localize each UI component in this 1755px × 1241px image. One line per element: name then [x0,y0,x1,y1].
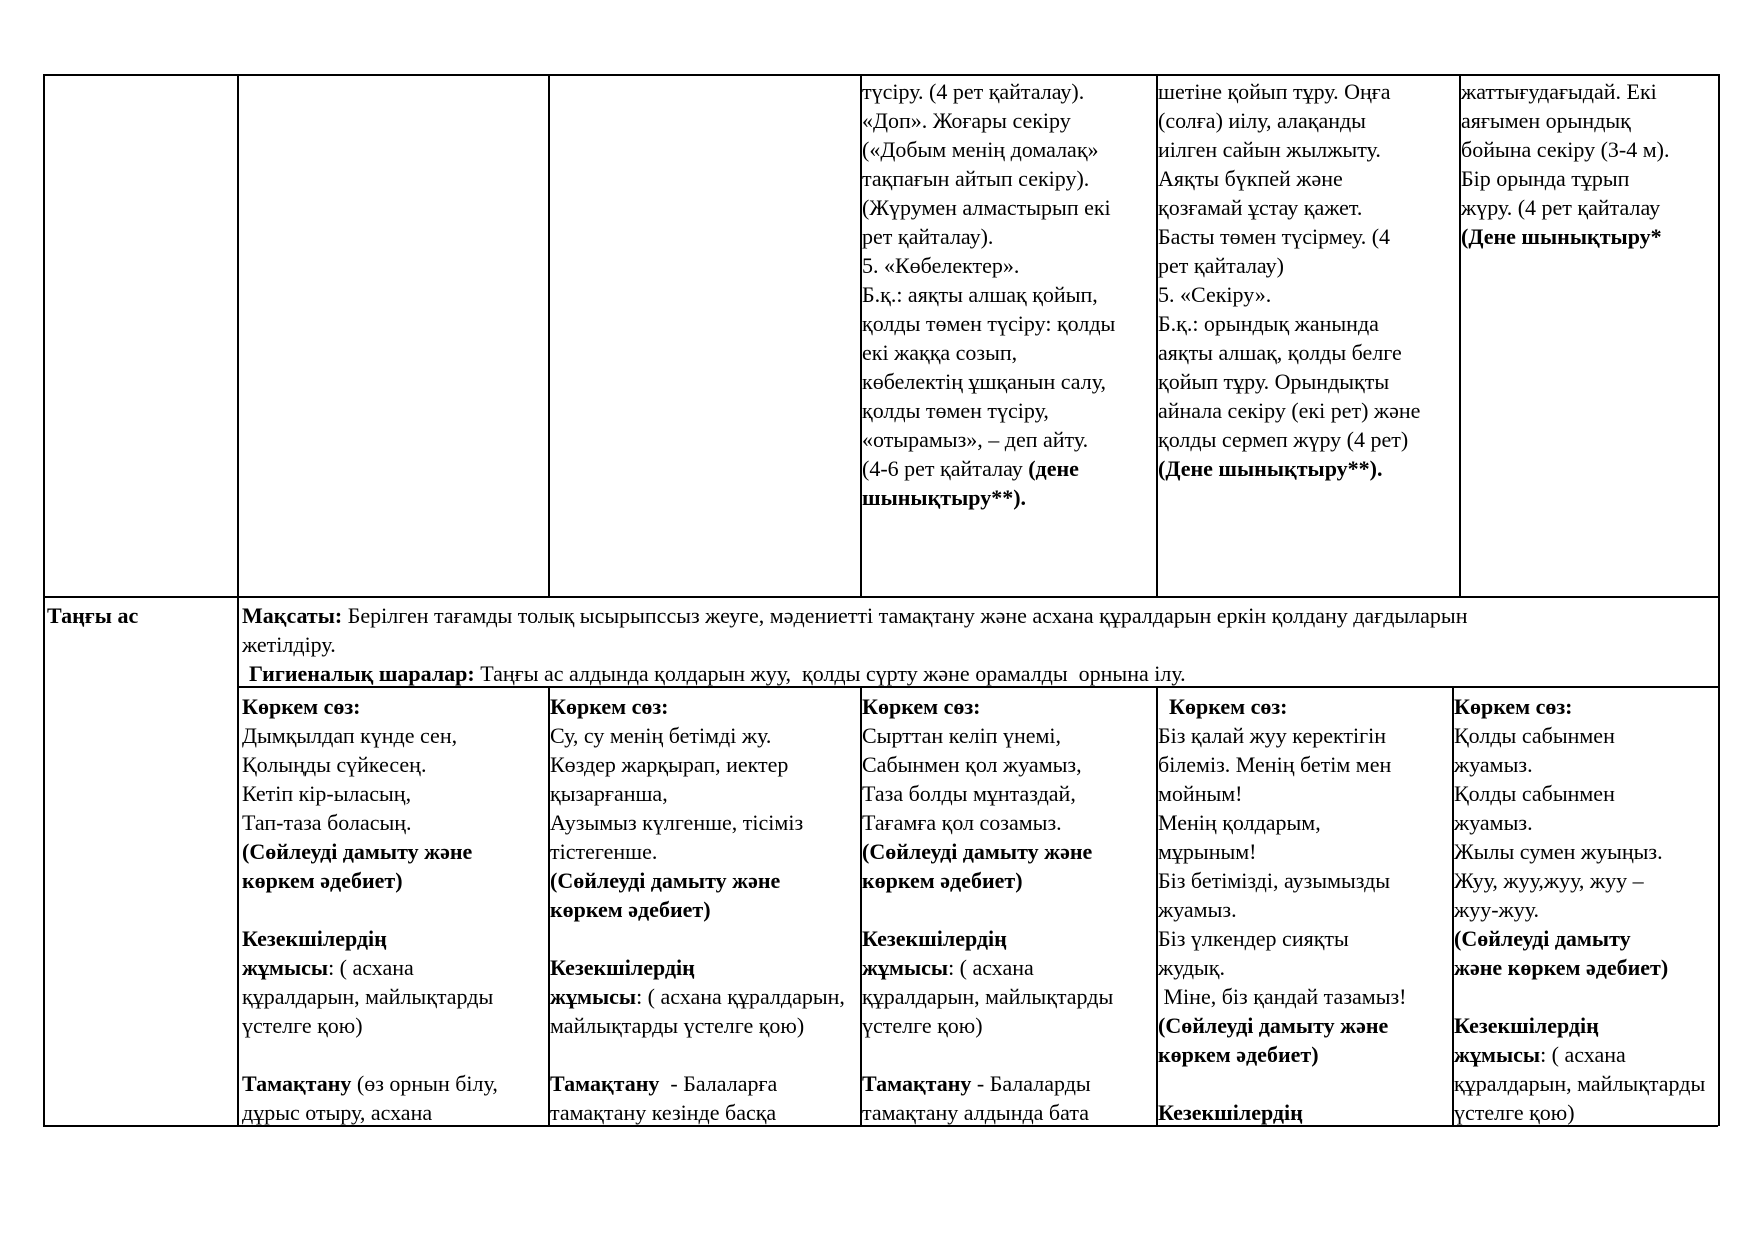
hygiene-text: Таңғы ас алдында қолдарын жуу, қолды сүрту және орамалды орнына ілу. [474,661,1186,686]
text-line [862,164,1156,193]
text-run: Тап-таза боласың. [242,810,412,835]
text-line [550,692,859,721]
bold-text-run: (дене [1028,456,1079,481]
text-run: «отырамыз», – деп айту. [862,427,1089,452]
text-run: Б.қ.: аяқты алшақ қойып, [862,282,1098,307]
text-run: бойына секіру (3-4 м). [1461,137,1670,162]
hygiene-label: Гигиеналық шаралар: [249,661,475,686]
text-line [242,1098,547,1127]
text-line [862,721,1155,750]
goal-text-2: жетілдіру. [242,632,336,657]
text-line [550,953,859,982]
table-border-right [1718,74,1720,1126]
text-line [1158,106,1458,135]
bold-text-run: (Сөйлеуді дамыту [1454,926,1631,951]
text-line [242,837,547,866]
text-run: (өз орнын білу, [351,1071,498,1096]
text-line [862,1069,1155,1098]
text-line [1158,750,1451,779]
text-run: құралдарын, майлықтарды [862,984,1114,1009]
text-line [1454,692,1717,721]
text-run: қолды сермеп жүру (4 рет) [1158,427,1409,452]
text-run: мойным! [1158,781,1243,806]
text-run: қолды төмен түсіру, [862,398,1049,423]
text-line [550,866,859,895]
text-line [1158,309,1458,338]
text-line [550,750,859,779]
text-line [1158,1011,1451,1040]
text-run: Су, су менің бетімді жу. [550,723,772,748]
text-run: құралдарын, майлықтарды [1454,1071,1706,1096]
text-run: иілген сайын жылжыту. [1158,137,1381,162]
text-run: (солға) иілу, алақанды [1158,108,1366,133]
bold-text-run: Кезекшілердің [1454,1013,1599,1038]
bold-text-run: Көркем сөз: [1454,694,1573,719]
text-line [862,866,1155,895]
text-run: үстелге қою) [1454,1100,1575,1125]
bold-text-run: (Сөйлеуді дамыту және [242,839,473,864]
text-run: тамақтану кезінде басқа [550,1100,777,1125]
row-label-breakfast [47,601,138,630]
text-run: қойып тұру. Орындықты [1158,369,1390,394]
text-line [242,982,547,1011]
text-run: Тағамға қол созамыз. [862,810,1062,835]
table-border-left [43,74,45,1126]
text-run: қозғамай ұстау қажет. [1158,195,1363,220]
text-line [1454,1040,1717,1069]
text-run: Біз үлкендер сияқты [1158,926,1349,951]
text-line [862,425,1156,454]
blank-line [1454,982,1717,1011]
text-run: қолды төмен түсіру: қолды [862,311,1116,336]
text-line [862,808,1155,837]
text-run: жудық. [1158,955,1225,980]
text-line [242,924,547,953]
text-line [862,837,1155,866]
text-run: майлықтарды үстелге қою) [550,1013,805,1038]
text-line [1158,1040,1451,1069]
text-run: Қолыңды сүйкесең. [242,752,427,777]
blank-line [862,1040,1155,1069]
text-run: айнала секіру (екі рет) және [1158,398,1421,423]
text-line [862,483,1156,512]
text-run: Біз бетімізді, аузымызды [1158,868,1391,893]
text-line [1454,953,1717,982]
text-run: Б.қ.: орындық жанында [1158,311,1379,336]
text-line [862,251,1156,280]
text-run: Сырттан келіп үнемі, [862,723,1062,748]
bold-text-run: Тамақтану [242,1071,352,1096]
text-line [1158,425,1458,454]
text-line [862,750,1155,779]
text-run: : ( асхана құралдарын, [636,984,845,1009]
text-run: 5. «Секіру». [1158,282,1272,307]
text-line [862,454,1156,483]
breakfast-cell-4 [1158,692,1451,1127]
exercise-cell-col4 [862,77,1156,512]
text-run: аяғымен орындық [1461,108,1631,133]
text-run: («Добым менің домалақ» [862,137,1099,162]
text-run: қызарғанша, [550,781,668,806]
bold-text-run: көркем әдебиет) [242,868,403,893]
bold-text-run: Тамақтану [862,1071,972,1096]
goal-line [242,601,1467,630]
bold-text-run: және көркем әдебиет) [1454,955,1669,980]
text-line [1158,924,1451,953]
text-run: Біз қалай жуу керектігін [1158,723,1387,748]
text-line [242,953,547,982]
text-run: үстелге қою) [862,1013,983,1038]
text-line [862,692,1155,721]
text-line [1454,895,1717,924]
text-run: (4-6 рет қайталау [862,456,1029,481]
text-run: Қолды сабынмен [1454,781,1615,806]
text-run: Дымқылдап күнде сен, [242,723,458,748]
text-line [1158,367,1458,396]
text-line [1158,866,1451,895]
text-run: Менің қолдарым, [1158,810,1321,835]
text-line [1158,396,1458,425]
text-line [550,721,859,750]
text-run: Басты төмен түсірмеу. (4 [1158,224,1391,249]
text-line [862,135,1156,164]
text-run: жаттығудағыдай. Екі [1461,79,1657,104]
bold-text-run: (Дене шынықтыру**). [1158,456,1383,481]
blank-line [1158,1069,1451,1098]
text-run: тақпағын айтып секіру). [862,166,1090,191]
text-line [862,367,1156,396]
text-run: үстелге қою) [242,1013,363,1038]
bold-text-run: Кезекшілердің [1158,1100,1303,1125]
text-line [1461,77,1717,106]
text-line [242,750,547,779]
text-line [1158,338,1458,367]
text-line [1454,750,1717,779]
blank-line [242,895,547,924]
text-line [1158,953,1451,982]
text-line [550,1069,859,1098]
text-run: : ( асхана [328,955,414,980]
text-run: құралдарын, майлықтарды [242,984,494,1009]
bold-text-run: жұмысы [550,984,637,1009]
text-line [862,924,1155,953]
text-run: Бір орында тұрып [1461,166,1630,191]
text-run: білеміз. Менің бетім мен [1158,752,1392,777]
text-run: рет қайталау) [1158,253,1284,278]
text-run: - Балаларды [971,1071,1091,1096]
text-run: Қолды сабынмен [1454,723,1615,748]
text-line [242,692,547,721]
text-line [1454,808,1717,837]
text-run: : ( асхана [1540,1042,1626,1067]
bold-text-run: көркем әдебиет) [550,897,711,922]
bold-text-run: көркем әдебиет) [862,868,1023,893]
text-line [1158,808,1451,837]
breakfast-cell-3 [862,692,1155,1127]
text-line [242,866,547,895]
text-line [1461,106,1717,135]
text-line [1158,164,1458,193]
text-run: жуу-жуу. [1454,897,1540,922]
text-run: (Жүрумен алмастырып екі [862,195,1111,220]
text-run: жуамыз. [1158,897,1237,922]
table-border-top [43,74,1718,76]
text-run: Таза болды мұнтаздай, [862,781,1076,806]
text-line [862,193,1156,222]
text-run: 5. «Көбелектер». [862,253,1020,278]
text-line [242,808,547,837]
text-run: Жуу, жуу,жуу, жуу – [1454,868,1644,893]
text-line [1454,721,1717,750]
text-run: дұрыс отыру, асхана [242,1100,433,1125]
breakfast-cell-2 [550,692,859,1127]
text-line [862,338,1156,367]
bold-text-run: жұмысы [242,955,329,980]
text-run: тамақтану алдында бата [862,1100,1089,1125]
bold-text-run: Көркем сөз: [862,694,981,719]
text-run: Міне, біз қандай тазамыз! [1158,984,1407,1009]
text-line [862,309,1156,338]
text-line [1454,924,1717,953]
text-run: Кетіп кір-ыласың, [242,781,412,806]
text-line [862,779,1155,808]
text-line [242,779,547,808]
text-line [550,837,859,866]
text-line [862,280,1156,309]
row-label-text: Таңғы ас [47,603,139,628]
text-line [862,106,1156,135]
text-run: Көздер жарқырап, иектер [550,752,789,777]
goal-line-2 [242,630,336,659]
bold-text-run: Көркем сөз: [550,694,669,719]
text-line [1158,454,1458,483]
table-col-divider-1 [237,74,239,1126]
text-line [1454,1069,1717,1098]
exercise-cell-col5 [1158,77,1458,483]
bold-text-run: (Сөйлеуді дамыту және [1158,1013,1389,1038]
text-line [1158,982,1451,1011]
text-run: Аяқты бүкпей және [1158,166,1343,191]
text-line [550,808,859,837]
text-line [862,982,1155,1011]
bold-text-run: жұмысы [862,955,949,980]
bold-text-run: Кезекшілердің [242,926,387,951]
text-run: мұрыным! [1158,839,1257,864]
text-line [862,222,1156,251]
text-line [1158,721,1451,750]
bold-text-run: Тамақтану [550,1071,660,1096]
text-run: аяқты алшақ, қолды белге [1158,340,1402,365]
exercise-cell-col6 [1461,77,1717,251]
text-line [1454,837,1717,866]
text-run: рет қайталау). [862,224,994,249]
text-line [1158,895,1451,924]
text-line [862,1011,1155,1040]
blank-line [550,1040,859,1069]
text-line [1158,1098,1451,1127]
bold-text-run: жұмысы [1454,1042,1541,1067]
text-run: Аузымыз күлгенше, тісіміз [550,810,804,835]
text-run: көбелектің ұшқанын салу, [862,369,1106,394]
goal-label: Мақсаты: [242,603,343,628]
bold-text-run: (Сөйлеуді дамыту және [862,839,1093,864]
bold-text-run: көркем әдебиет) [1158,1042,1319,1067]
text-line [242,1069,547,1098]
goal-text: Берілген тағамды толық ысырыпссыз жеуге, мәдениетті тамақтану және асхана құралдарын еркін қолдану дағдыларын [342,603,1468,628]
bold-text-run: Көркем сөз: [1158,694,1288,719]
text-line [1461,193,1717,222]
text-run: Сабынмен қол жуамыз, [862,752,1082,777]
text-line [550,895,859,924]
text-line [1158,135,1458,164]
text-run: жуамыз. [1454,752,1533,777]
text-line [1454,779,1717,808]
breakfast-cell-1 [242,692,547,1127]
text-line [550,982,859,1011]
text-run: Жылы сумен жуыңыз. [1454,839,1663,864]
breakfast-cell-5 [1454,692,1717,1127]
text-run: - Балаларға [659,1071,778,1096]
text-run: жуамыз. [1454,810,1533,835]
table-col-divider-2 [548,74,550,596]
text-line [1158,692,1451,721]
bold-text-run: Көркем сөз: [242,694,361,719]
text-run: түсіру. (4 рет қайталау). [862,79,1085,104]
text-line [862,1098,1155,1127]
text-line [1454,1098,1717,1127]
blank-line [550,924,859,953]
text-line [1461,222,1717,251]
text-line [1158,779,1451,808]
table-row-divider [43,596,1718,598]
text-line [1158,280,1458,309]
text-run: : ( асхана [948,955,1034,980]
bold-text-run: (Сөйлеуді дамыту және [550,868,781,893]
blank-line [862,895,1155,924]
text-line [1454,866,1717,895]
text-line [1454,1011,1717,1040]
text-line [862,77,1156,106]
bold-text-run: Кезекшілердің [550,955,695,980]
text-line [1461,164,1717,193]
text-run: екі жаққа созып, [862,340,1018,365]
blank-line [242,1040,547,1069]
text-line [862,953,1155,982]
text-line [1158,222,1458,251]
text-line [1461,135,1717,164]
text-line [862,396,1156,425]
text-run: шетіне қойып тұру. Оңға [1158,79,1391,104]
text-line [550,779,859,808]
hygiene-line [249,659,1186,688]
text-run: тістегенше. [550,839,658,864]
text-line [1158,251,1458,280]
text-run: жүру. (4 рет қайталау [1461,195,1661,220]
text-run: «Доп». Жоғары секіру [862,108,1071,133]
text-line [242,721,547,750]
text-line [550,1011,859,1040]
text-line [1158,837,1451,866]
text-line [550,1098,859,1127]
bold-text-run: шынықтыру**). [862,485,1027,510]
text-line [1158,77,1458,106]
text-line [1158,193,1458,222]
bold-text-run: (Дене шынықтыру* [1461,224,1662,249]
bold-text-run: Кезекшілердің [862,926,1007,951]
text-line [242,1011,547,1040]
